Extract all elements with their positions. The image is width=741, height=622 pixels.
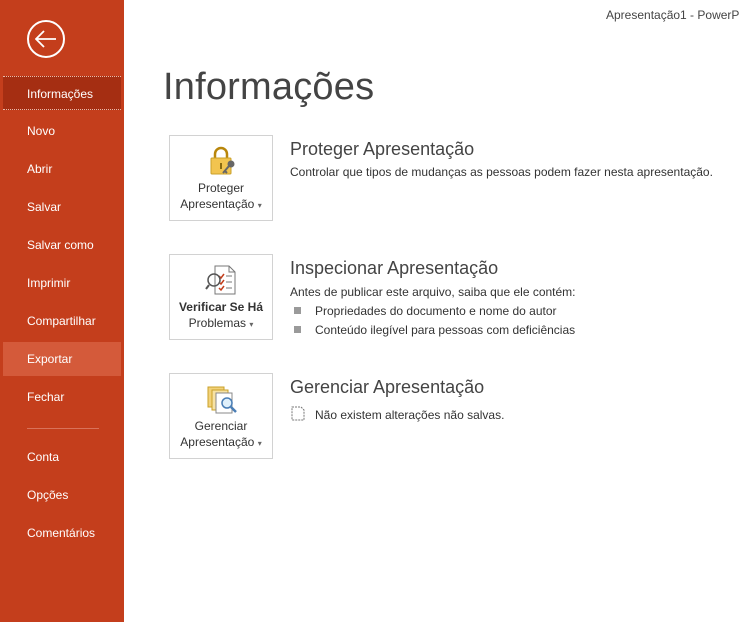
lock-key-icon: [205, 144, 239, 178]
sidebar-item-informacoes[interactable]: Informações: [3, 76, 121, 110]
window-title: Apresentação1 - PowerP: [606, 8, 740, 22]
document-icon: [291, 406, 305, 421]
sidebar-item-novo[interactable]: Novo: [27, 124, 56, 138]
bullet-icon: [294, 326, 301, 333]
inspect-checklist-icon: [205, 263, 239, 297]
sidebar-item-exportar[interactable]: Exportar: [3, 342, 121, 376]
manage-presentation-button[interactable]: [169, 373, 273, 459]
sidebar-item-imprimir[interactable]: Imprimir: [27, 276, 71, 290]
sidebar-item-conta[interactable]: Conta: [27, 450, 60, 464]
page-title: Informações: [163, 66, 375, 108]
dropdown-caret-icon: ▾: [257, 439, 262, 448]
protect-section-title: Proteger Apresentação: [290, 139, 475, 159]
inspect-tile-line1: Verificar Se Há: [178, 300, 264, 314]
sidebar-item-abrir[interactable]: Abrir: [27, 162, 53, 176]
manage-documents-icon: [205, 382, 239, 416]
backstage-sidebar: [0, 0, 124, 622]
sidebar-item-compartilhar[interactable]: Compartilhar: [27, 314, 96, 328]
dropdown-caret-icon: ▾: [249, 320, 254, 329]
inspect-section-title: Inspecionar Apresentação: [290, 258, 499, 278]
manage-tile-line1: Gerenciar: [194, 419, 248, 433]
sidebar-item-comentarios[interactable]: Comentários: [27, 526, 96, 540]
inspect-tile-line2: Problemas: [188, 316, 246, 330]
inspect-section-desc: Antes de publicar este arquivo, saiba que ele contém:: [290, 285, 576, 299]
manage-section-title: Gerenciar Apresentação: [290, 377, 485, 397]
inspect-bullet-1: Propriedades do documento e nome do autor: [315, 304, 557, 318]
back-button[interactable]: [27, 20, 65, 58]
dropdown-caret-icon: ▾: [257, 201, 262, 210]
protect-tile-line2: Apresentação: [180, 197, 255, 211]
sidebar-item-fechar[interactable]: Fechar: [27, 390, 65, 404]
sidebar-item-salvar[interactable]: Salvar: [27, 200, 62, 214]
sidebar-divider: [27, 428, 99, 429]
protect-presentation-button[interactable]: [169, 135, 273, 221]
protect-section-desc: Controlar que tipos de mudanças as pessoas podem fazer nesta apresentação.: [290, 165, 713, 179]
sidebar-item-opcoes[interactable]: Opções: [27, 488, 69, 502]
inspect-bullet-2: Conteúdo ilegível para pessoas com deficiências: [315, 323, 576, 337]
manage-section-desc: Não existem alterações não salvas.: [315, 408, 505, 422]
protect-tile-line1: Proteger: [197, 181, 245, 195]
back-arrow-icon: [35, 30, 57, 48]
sidebar-item-salvar-como[interactable]: Salvar como: [27, 238, 94, 252]
check-for-issues-button[interactable]: [169, 254, 273, 340]
manage-tile-line2: Apresentação: [180, 435, 255, 449]
bullet-icon: [294, 307, 301, 314]
